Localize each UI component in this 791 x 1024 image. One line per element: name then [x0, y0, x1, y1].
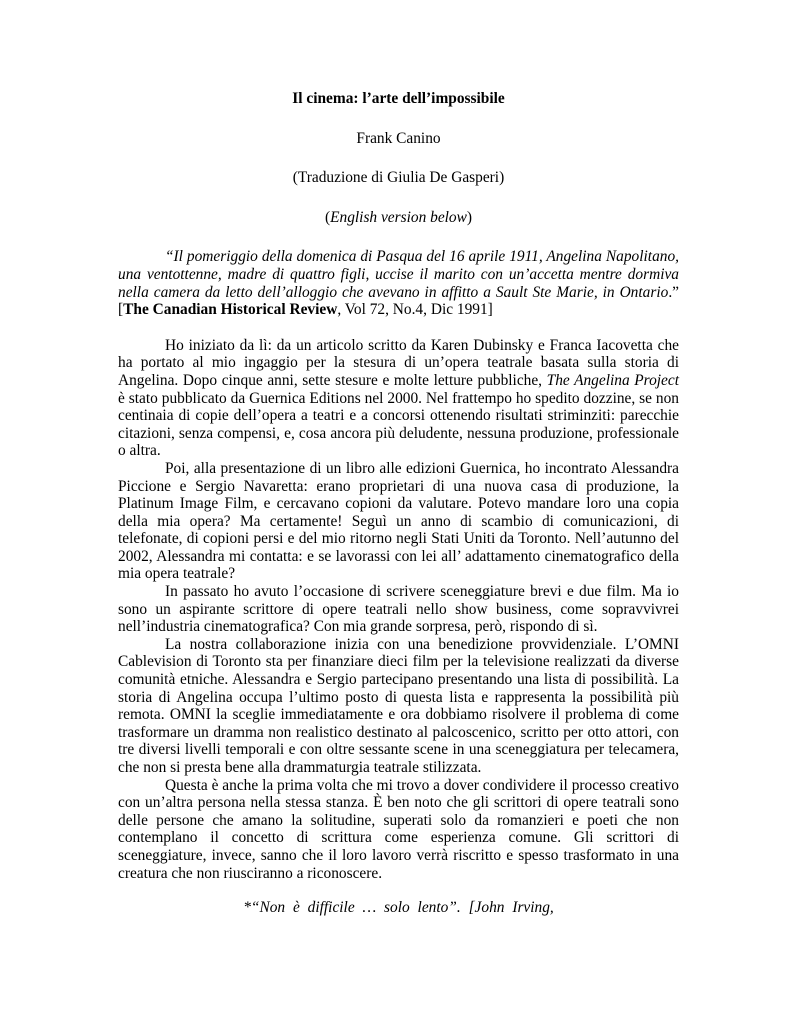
epigraph-source: The Canadian Historical Review: [123, 301, 338, 319]
footer-quote: *“Non è difficile … solo lento”. [John Irving,: [243, 899, 554, 917]
epigraph-close-quote: .” [: [118, 283, 679, 319]
paragraph-5: Questa è anche la prima volta che mi trovo a dover condividere il processo creativo con un’altra persona nella stessa stanza. È ben noto che gli scrittori di opere teatrali sono delle persone che amano la solitudine, superati solo da romanzieri e poeti che non contemplano il concetto di scrittura come esperienza comune. Gli scrittori di sceneggiature, invece, sanno che il loro lavoro verrà riscritto e spesso trasformato in una creatura che non riusciranno a riconoscere.: [118, 776, 679, 882]
paragraph-3: In passato ho avuto l’occasione di scrivere sceneggiature brevi e due film. Ma io sono un aspirante scrittore di opere teatrali nello show business, come sopravvivrei nell’industria cinematografica? Con mia grande sorpresa, però, rispondo di sì.: [118, 583, 679, 636]
epigraph-citation: , Vol 72, No.4, Dic 1991]: [337, 301, 493, 319]
author-name: Frank Canino: [356, 129, 441, 147]
paragraph-1-book-title: The Angelina Project: [546, 371, 679, 389]
epigraph-quote: [118, 248, 679, 318]
language-note-close: ): [466, 208, 473, 226]
paragraph-1-text-b: è stato pubblicato da Guernica Editions nel 2000. Nel frattempo ho spedito dozzine, se non centinaia di copie dell’opera a teatri e a concorsi ottenendo risultati striminziti: parecchie citazioni, senza compensi, e, cosa ancora più deludente, nessuna produzione, professionale o altra.: [118, 389, 679, 460]
language-note-open: (: [324, 208, 331, 226]
translator-credit: (Traduzione di Giulia De Gasperi): [292, 169, 505, 187]
document-title: Il cinema: l’arte dell’impossibile: [292, 90, 505, 107]
epigraph-text: “Il pomeriggio della domenica di Pasqua del 16 aprile 1911, Angelina Napolitano, una ventottenne, madre di quattro figli, uccise il marito con un’accetta mentre dormiva nella camera da letto dell’alloggio che avevano in affitto a Sault Ste Marie, in Ontario: [118, 248, 679, 301]
paragraph-4: La nostra collaborazione inizia con una benedizione provvidenziale. L’OMNI Cablevision di Toronto sta per finanziare dieci film per la televisione realizzati da diverse comunità etniche. Alessandra e Sergio partecipano presentando una lista di possibilità. La storia di Angelina occupa l’ultimo posto di questa lista e rappresenta la possibilità più remota. OMNI la sceglie immediatamente e ora dobbiamo risolvere il problema di come trasformare un dramma non realistico destinato al palcoscenico, scritto per otto attori, con tre diversi livelli temporali e con oltre sessante scene in una sceneggiatura per telecamera, che non si presta bene alla drammaturgia teatrale stilizzata.: [118, 635, 679, 776]
document-page: [118, 90, 679, 917]
paragraph-2: Poi, alla presentazione di un libro alle edizioni Guernica, ho incontrato Alessandra Piccione e Sergio Navaretta: erano proprietari di una nuova casa di produzione, la Platinum Image Film, e cercavano copioni da valutare. Potevo mandare loro una copia della mia opera? Ma certamente! Seguì un anno di scambio di comunicazioni, di telefonate, di copioni persi e del mio ritorno negli Stati Uniti da Toronto. Nell’autunno del 2002, Alessandra mi contatta: e se lavorassi con lei all’ adattamento cinematografico della mia opera teatrale?: [118, 459, 679, 583]
language-note: [118, 209, 679, 227]
language-note-text: English version below: [330, 208, 467, 226]
paragraph-1-text-a: Ho iniziato da lì: da un articolo scritto da Karen Dubinsky e Franca Iacovetta che ha portato al mio ingaggio per la stesura di un’opera teatrale basata sulla storia di Angelina. Dopo cinque anni, sette stesure e molte letture pubbliche,: [118, 336, 679, 389]
paragraph-1: [118, 337, 679, 460]
